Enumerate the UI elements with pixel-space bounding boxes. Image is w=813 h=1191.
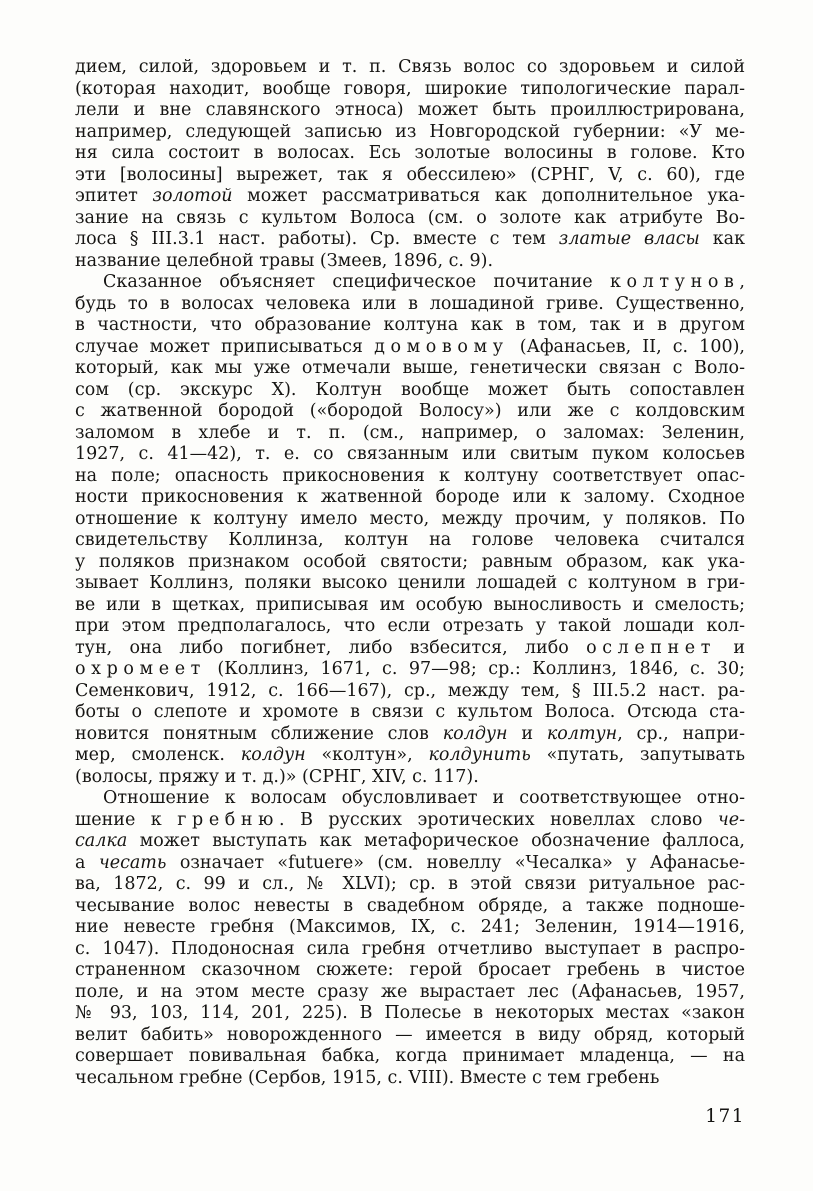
text-segment: свидетельству Коллинза, колтун на голове человека считался [75, 530, 745, 550]
text-segment: ва, 1872, с. 99 и сл., № XLVI); ср. в этой связи ритуальное рас- [75, 874, 745, 894]
text-segment: золотой [152, 186, 233, 206]
text-segment: «путать, запутывать [530, 745, 745, 765]
text-segment: лоса § III.3.1 наст. работы). Ср. вместе с тем [75, 229, 559, 249]
text-segment: Отношение к волосам обусловливает и соответствующее отно- [103, 788, 745, 808]
text-line [75, 638, 745, 660]
text-segment: златые власы [558, 229, 700, 249]
text-segment: салка [75, 831, 128, 851]
text-line [75, 100, 745, 122]
text-line [75, 143, 745, 165]
text-segment: , [739, 272, 745, 292]
text-line [75, 186, 745, 208]
text-line [75, 874, 745, 896]
text-line [75, 57, 745, 79]
text-segment: с. 1047). Плодоносная сила гребня отчетливо выступает в распро- [75, 938, 745, 959]
body-text [75, 57, 745, 1089]
text-line [75, 896, 745, 918]
text-segment: домовому [374, 336, 509, 357]
text-segment: колдун [240, 745, 306, 765]
text-segment: ня сила состоит в волосах. Есь золотые волосины в голове. Кто [75, 143, 745, 163]
text-segment: «колтун», [305, 745, 429, 765]
text-segment: . В русских эротических новеллах слово [279, 809, 718, 830]
paragraph [75, 57, 745, 272]
text-segment: ослепнет [586, 637, 717, 658]
text-segment: новится понятным сближение слов [75, 723, 443, 744]
text-line [75, 444, 745, 466]
text-segment: страненном сказочном сюжете: герой бросает гребень в чистое [75, 960, 745, 980]
text-segment: ние невесте гребня (Максимов, IX, с. 241; Зеленин, 1914—1916, [75, 917, 745, 937]
text-segment: сом (ср. экскурс X). Колтун вообще может быть сопоставлен [75, 379, 745, 400]
text-segment: заломом в хлебе и т. п. (см., например, о заломах: Зеленин, [75, 422, 745, 443]
text-segment: боты о слепоте и хромоте в связи с культом Волоса. Отсюда ста- [75, 702, 745, 722]
text-segment: у поляков признаком особой святости; равным образом, как ука- [75, 551, 745, 572]
text-segment: чесать [98, 852, 167, 873]
text-segment: шение к [75, 809, 178, 830]
text-segment: дием, силой, здоровьем и т. п. Связь волос со здоровьем и силой [75, 57, 745, 77]
text-segment: велит бабить» новорожденного — имеется в виду обряд, который [75, 1024, 745, 1045]
text-segment: на поле; опасность прикосновения к колтуну соответствует опас- [75, 465, 745, 486]
text-segment: колдунить [428, 745, 531, 765]
text-segment: (волосы, пряжу и т. д.)» (СРНГ, XIV, с. 117). [75, 766, 479, 787]
page-number: 171 [705, 1106, 745, 1127]
text-line [75, 315, 745, 337]
text-line [75, 380, 745, 402]
text-segment: № 93, 103, 114, 201, 225). В Полесье в некоторых местах «закон [75, 1003, 745, 1023]
text-segment: который, как мы уже отмечали выше, генетически связан с Воло- [75, 358, 745, 378]
paragraph [75, 788, 745, 1089]
text-segment: случае может приписываться [75, 336, 375, 357]
text-segment: че- [717, 809, 746, 830]
text-line [75, 552, 745, 574]
text-segment: колдун [442, 723, 508, 744]
text-line [75, 788, 745, 810]
text-segment: название целебной травы (Змеев, 1896, с. 9). [75, 250, 494, 271]
paragraph [75, 272, 745, 788]
text-line [75, 939, 745, 961]
text-line [75, 767, 745, 789]
text-segment: тун, она либо погибнет, либо взбесится, либо [75, 637, 587, 658]
text-line [75, 960, 745, 982]
text-segment: в частности, что образование колтуна как в том, так и в другом [75, 315, 745, 335]
text-line [75, 573, 745, 595]
text-segment: Сказанное объясняет специфическое почитание [103, 272, 610, 292]
text-segment: зывает Коллинз, поляки высоко ценили лошадей с колтуном в гри- [75, 573, 745, 593]
text-segment: чесывание волос невесты в свадебном обряде, а также подноше- [75, 895, 745, 916]
text-line [75, 659, 745, 681]
text-segment: (Афанасьев, II, с. 100), [508, 336, 745, 357]
text-segment: зание на связь с культом Волоса (см. о золоте как атрибуте Во- [75, 207, 745, 228]
text-line [75, 401, 745, 423]
text-line [75, 702, 745, 724]
text-line [75, 1003, 745, 1025]
text-line [75, 1068, 745, 1090]
text-segment: чесальном гребне (Сербов, 1915, с. VIII). Вместе с тем гребень [75, 1067, 660, 1088]
text-line [75, 358, 745, 380]
text-segment: а [75, 852, 99, 873]
text-segment: при этом предполагалось, что если отрезать у такой лошади кол- [75, 616, 745, 636]
text-segment: (Коллинз, 1671, с. 97—98; ср.: Коллинз, 1846, с. 30; [205, 659, 745, 679]
text-segment: 1927, с. 41—42), т. е. со связанным или свитым пуком колосьев [75, 444, 745, 464]
text-segment: ности прикосновения к жатвенной бороде или к залому. Сходное [75, 487, 745, 507]
text-line [75, 853, 745, 875]
text-segment: , ср., напри- [617, 723, 745, 744]
text-line [75, 917, 745, 939]
text-segment: Семенкович, 1912, с. 166—167), ср., между тем, § III.5.2 наст. ра- [75, 680, 745, 701]
text-line [75, 423, 745, 445]
text-line [75, 831, 745, 853]
text-segment: и [507, 723, 547, 744]
text-line [75, 165, 745, 187]
text-segment: например, следующей записью из Новгородской губернии: «У ме- [75, 121, 745, 142]
text-segment: колтун [546, 723, 618, 744]
text-segment: (которая находит, вообще говоря, широкие типологические парал- [75, 78, 745, 99]
text-segment: с жатвенной бородой («бородой Волосу») или же с колдовским [75, 401, 745, 421]
text-line [75, 294, 745, 316]
text-line [75, 122, 745, 144]
text-line [75, 79, 745, 101]
text-segment: будь то в волосах человека или в лошадиной гриве. Существенно, [75, 293, 745, 314]
text-line [75, 509, 745, 531]
text-line [75, 1046, 745, 1068]
text-line [75, 616, 745, 638]
text-line [75, 810, 745, 832]
text-segment: гребню [177, 809, 280, 830]
text-line [75, 595, 745, 617]
text-segment: мер, смоленск. [75, 745, 241, 765]
text-segment: эти [волосины] вырежет, так я обессилею» (СРНГ, V, с. 60), где [75, 164, 745, 185]
text-line [75, 982, 745, 1004]
text-segment: означает «futuere» (см. новеллу «Чесалка» у Афанасье- [166, 852, 746, 873]
text-line [75, 487, 745, 509]
text-line [75, 681, 745, 703]
text-line [75, 251, 745, 273]
text-segment: отношение к колтуну имело место, между прочим, у поляков. По [75, 508, 745, 529]
text-line [75, 229, 745, 251]
text-segment: может выступать как метафорическое обозначение фаллоса, [127, 831, 745, 851]
text-segment: и [716, 637, 745, 658]
text-line [75, 272, 745, 294]
text-line [75, 337, 745, 359]
text-segment: ве или в щетках, приписывая им особую выносливость и смелость; [75, 594, 745, 615]
text-segment: поле, и на этом месте сразу же вырастает лес (Афанасьев, 1957, [75, 981, 745, 1002]
text-line [75, 724, 745, 746]
text-segment: совершает повивальная бабка, когда принимает младенца, — на [75, 1046, 745, 1066]
text-segment: эпитет [75, 186, 153, 206]
text-segment: колтунов [610, 272, 740, 292]
text-line [75, 208, 745, 230]
text-line [75, 466, 745, 488]
text-segment: охромеет [75, 659, 206, 679]
text-segment: может рассматриваться как дополнительное ука- [232, 186, 745, 206]
text-line [75, 1025, 745, 1047]
text-segment: лели и вне славянского этноса) может быть проиллюстрирована, [75, 100, 745, 120]
text-line [75, 745, 745, 767]
text-segment: как [699, 229, 746, 249]
text-line [75, 530, 745, 552]
